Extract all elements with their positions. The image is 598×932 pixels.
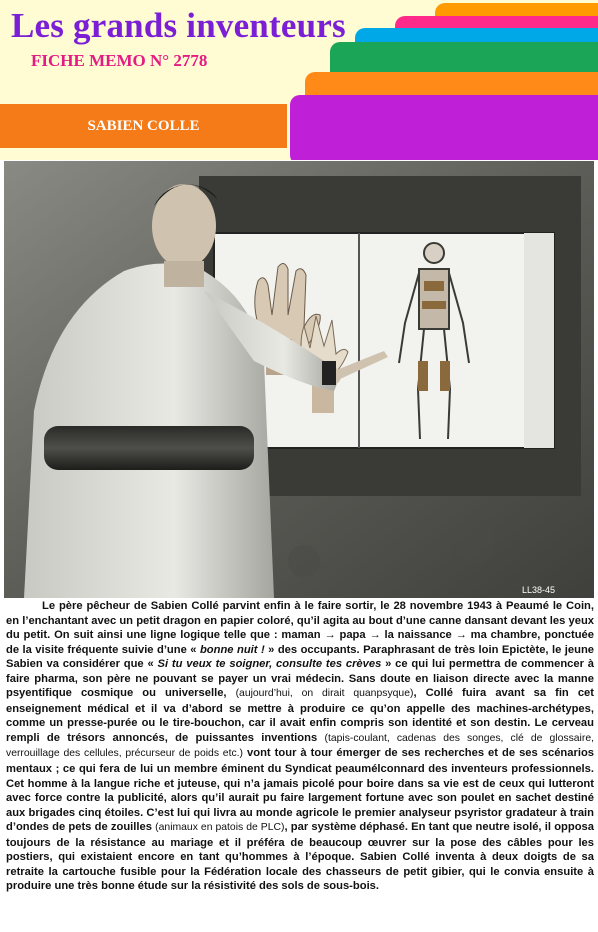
article-aside-3: (animaux en patois de PLC) bbox=[155, 822, 285, 834]
article-text-1: Le père pêcheur de Sabien Collé parvint enfin à le faire sortir, le 28 novembre 1943 à Peaumé le Coin, en l’enchantant avec un petit dragon en papier coloré, qu’il agita au bout d’une canne dansant devant les yeux du petit. On suit ainsi une ligne logique telle que : maman → papa → la naissance → ma chambre, ponctuée de la visite fréquente suivie d’une « bbox=[6, 600, 594, 656]
article-italic-2: Si tu veux te soigner, consulte tes crèves bbox=[157, 658, 382, 671]
name-banner bbox=[0, 104, 287, 148]
band-violet bbox=[290, 95, 598, 160]
article-italic-1: bonne nuit ! bbox=[199, 643, 265, 656]
photo-caption: LL38-45 bbox=[522, 585, 556, 595]
article-aside-1: (aujourd’hui, on dirait quanpsyque) bbox=[235, 688, 414, 700]
memo-number: FICHE MEMO N° 2778 bbox=[31, 51, 208, 70]
article-text-6: , par système déphasé. En tant que neutre isolé, il opposa toujours de la résistance au mariage et il préféra de beaucoup œuvrer sur la pose des câbles pour les postiers, qui existaient encore en tant qu’hommes à l’époque. Sabien Collé inventa à deux doigts de sa retraite la cartouche fusible pour la Fédération locale des chasseurs de petit gibier, qui le convia ensuite à produire une très bonne étude sur la résistivité des sols de sous-bois. bbox=[6, 821, 594, 893]
article-text-3: » ce qui lui permettra de commencer à faire pharma, son père ne pouvant se payer un vrai médecin. Sans doute en liaison directe avec la manne psyentifique cosmique ou universelle, bbox=[6, 658, 595, 700]
article-text-5: vont tour à tour émerger de ses recherches et de ses scénarios mentaux ; ce qui fera de lui un membre éminent du Syndicat peaumélconnard des inventeurs professionnels. Cet homme à la langue riche et juteuse, qui n’a jamais picolé pour boire dans sa vie est de ceux qui lutteront avec force contre la publicité, alors qu’il aurait pu faire largement fortune avec son poulet en sachet destiné aux brigades cinq étoiles. C’est lui qui livra au monde agricole le premier analyseur psyristor gradateur à train d’ondes de pets de zouilles bbox=[6, 747, 594, 834]
page-title: Les grands inventeurs bbox=[11, 6, 346, 45]
inventor-name: SABIEN COLLE bbox=[87, 117, 200, 134]
article-aside-2: (tapis-coulant, cadenas des songes, clé de glossaire, verrouillage des cellules, précurseur de poids etc.) bbox=[6, 732, 594, 760]
article-text-2: » des occupants. Paraphrasant de très loin Epictète, le jeune Sabien va considérer que « bbox=[6, 643, 594, 671]
header bbox=[0, 0, 598, 160]
inventor-photo bbox=[4, 161, 594, 598]
article-body bbox=[6, 599, 594, 894]
article-text-4: , Collé fuira avant sa fin cet enseignement médical et il va d’abord se mettre à produire ce qu’on appelle des machines-archétypes, comme un presse-purée ou le tire-bouchon, car il avait enfin compris son identité et son destin. Le cerveau rempli de trésors annoncés, de puissantes inventions bbox=[6, 687, 594, 744]
photo-illustration bbox=[4, 161, 594, 598]
